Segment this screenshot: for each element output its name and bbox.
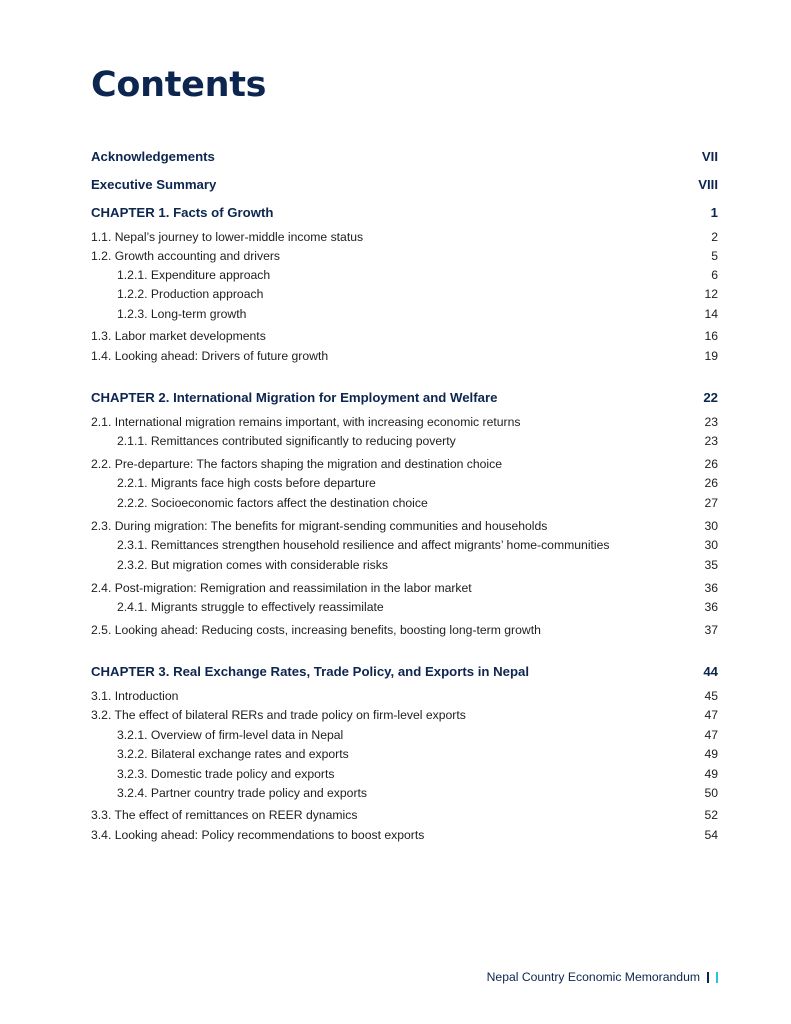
toc-entry-page-number: 47 xyxy=(704,728,718,742)
toc-entry-label: 1.2. Growth accounting and drivers xyxy=(91,249,281,263)
footer-accent-bar xyxy=(716,972,718,983)
toc-entry-page-number: 2 xyxy=(711,230,718,244)
toc-subsection-entry[interactable] xyxy=(91,307,718,321)
toc-entry-page-number: 16 xyxy=(704,329,718,343)
toc-entry-page-number: 54 xyxy=(704,828,718,842)
toc-entry-page-number: 12 xyxy=(704,287,718,301)
toc-entry-label: 3.2.3. Domestic trade policy and exports xyxy=(117,767,335,781)
toc-entry-label: 2.3. During migration: The benefits for migrant-sending communities and households xyxy=(91,519,548,533)
toc-entry-page-number: 14 xyxy=(704,307,718,321)
toc-entry-label: 2.4. Post-migration: Remigration and reassimilation in the labor market xyxy=(91,581,472,595)
toc-entry-page-number: 52 xyxy=(704,808,718,822)
toc-entry-page-number: 47 xyxy=(704,708,718,722)
toc-entry-label: 3.4. Looking ahead: Policy recommendations to boost exports xyxy=(91,828,425,842)
toc-entry-page-number: VII xyxy=(701,149,718,164)
toc-entry-page-number: 26 xyxy=(704,476,718,490)
toc-entry-page-number: 49 xyxy=(704,747,718,761)
toc-entry-page-number: 44 xyxy=(703,664,718,679)
toc-entry-page-number: 36 xyxy=(704,581,718,595)
toc-entry-label: 2.1. International migration remains important, with increasing economic returns xyxy=(91,415,521,429)
toc-section-entry[interactable] xyxy=(91,519,718,533)
toc-entry-label: CHAPTER 2. International Migration for Employment and Welfare xyxy=(91,390,498,405)
toc-subsection-entry[interactable] xyxy=(91,767,718,781)
toc-entry-page-number: 19 xyxy=(704,349,718,363)
toc-entry-label: 3.1. Introduction xyxy=(91,689,179,703)
toc-entry-page-number: 23 xyxy=(704,434,718,448)
toc-entry-page-number: 50 xyxy=(704,786,718,800)
toc-entry-label: 2.4.1. Migrants struggle to effectively reassimilate xyxy=(117,600,384,614)
toc-entry-label: 2.2. Pre-departure: The factors shaping the migration and destination choice xyxy=(91,457,503,471)
toc-section-entry[interactable] xyxy=(91,457,718,471)
toc-section-entry[interactable] xyxy=(91,249,718,263)
toc-entry-label: 2.3.2. But migration comes with considerable risks xyxy=(117,558,388,572)
toc-entry-label: Executive Summary xyxy=(91,177,217,192)
toc-entry-label: 2.1.1. Remittances contributed significantly to reducing poverty xyxy=(117,434,456,448)
toc-entry-label: 1.3. Labor market developments xyxy=(91,329,266,343)
toc-entry-label: 1.1. Nepal’s journey to lower-middle income status xyxy=(91,230,364,244)
toc-subsection-entry[interactable] xyxy=(91,600,718,614)
toc-section-entry[interactable] xyxy=(91,329,718,343)
toc-entry-label: 1.2.3. Long-term growth xyxy=(117,307,247,321)
toc-entry-label: 3.2.4. Partner country trade policy and exports xyxy=(117,786,367,800)
page-footer xyxy=(487,970,718,984)
footer-title: Nepal Country Economic Memorandum xyxy=(486,970,700,984)
toc-entry-page-number: 36 xyxy=(704,600,718,614)
toc-entry-page-number: 27 xyxy=(704,496,718,510)
toc-subsection-entry[interactable] xyxy=(91,287,718,301)
toc-entry-label: 2.3.1. Remittances strengthen household resilience and affect migrants’ home-communities xyxy=(117,538,610,552)
page-title: Contents xyxy=(91,65,267,105)
toc-entry-page-number: 30 xyxy=(704,519,718,533)
toc-section-entry[interactable] xyxy=(91,581,718,595)
toc-chapter-entry[interactable] xyxy=(91,149,718,164)
footer-divider-bar xyxy=(707,972,709,983)
toc-subsection-entry[interactable] xyxy=(91,728,718,742)
toc-entry-page-number: 49 xyxy=(704,767,718,781)
toc-section-entry[interactable] xyxy=(91,828,718,842)
toc-entry-page-number: 22 xyxy=(703,390,718,405)
toc-entry-label: CHAPTER 1. Facts of Growth xyxy=(91,205,274,220)
toc-entry-page-number: 1 xyxy=(710,205,718,220)
toc-entry-page-number: VIII xyxy=(698,177,718,192)
toc-subsection-entry[interactable] xyxy=(91,268,718,282)
toc-entry-label: CHAPTER 3. Real Exchange Rates, Trade Policy, and Exports in Nepal xyxy=(91,664,530,679)
toc-section-entry[interactable] xyxy=(91,708,718,722)
toc-section-entry[interactable] xyxy=(91,623,718,637)
toc-entry-page-number: 30 xyxy=(704,538,718,552)
toc-subsection-entry[interactable] xyxy=(91,786,718,800)
toc-entry-label: 3.2.2. Bilateral exchange rates and exports xyxy=(117,747,349,761)
toc-entry-page-number: 35 xyxy=(704,558,718,572)
toc-section-entry[interactable] xyxy=(91,415,718,429)
toc-entry-label: 3.2. The effect of bilateral RERs and trade policy on firm-level exports xyxy=(91,708,466,722)
toc-entry-page-number: 5 xyxy=(711,249,718,263)
toc-chapter-entry[interactable] xyxy=(91,664,718,679)
toc-chapter-entry[interactable] xyxy=(91,205,718,220)
toc-entry-page-number: 45 xyxy=(704,689,718,703)
toc-entry-label: 2.2.2. Socioeconomic factors affect the destination choice xyxy=(117,496,428,510)
toc-entry-label: Acknowledgements xyxy=(91,149,215,164)
toc-entry-label: 1.2.1. Expenditure approach xyxy=(117,268,271,282)
toc-subsection-entry[interactable] xyxy=(91,538,718,552)
toc-section-entry[interactable] xyxy=(91,349,718,363)
toc-entry-label: 2.5. Looking ahead: Reducing costs, increasing benefits, boosting long-term growth xyxy=(91,623,541,637)
toc-section-entry[interactable] xyxy=(91,230,718,244)
toc-entry-label: 1.4. Looking ahead: Drivers of future growth xyxy=(91,349,329,363)
toc-subsection-entry[interactable] xyxy=(91,434,718,448)
toc-entry-page-number: 26 xyxy=(704,457,718,471)
toc-entry-label: 1.2.2. Production approach xyxy=(117,287,264,301)
toc-section-entry[interactable] xyxy=(91,808,718,822)
toc-entry-page-number: 37 xyxy=(704,623,718,637)
toc-subsection-entry[interactable] xyxy=(91,747,718,761)
toc-entry-page-number: 23 xyxy=(704,415,718,429)
toc-entry-label: 2.2.1. Migrants face high costs before departure xyxy=(117,476,376,490)
toc-entry-page-number: 6 xyxy=(711,268,718,282)
toc-section-entry[interactable] xyxy=(91,689,718,703)
toc-subsection-entry[interactable] xyxy=(91,476,718,490)
toc-subsection-entry[interactable] xyxy=(91,496,718,510)
toc-subsection-entry[interactable] xyxy=(91,558,718,572)
toc-entry-label: 3.3. The effect of remittances on REER dynamics xyxy=(91,808,358,822)
toc-chapter-entry[interactable] xyxy=(91,177,718,192)
toc-entry-label: 3.2.1. Overview of firm-level data in Nepal xyxy=(117,728,344,742)
toc-chapter-entry[interactable] xyxy=(91,390,718,405)
